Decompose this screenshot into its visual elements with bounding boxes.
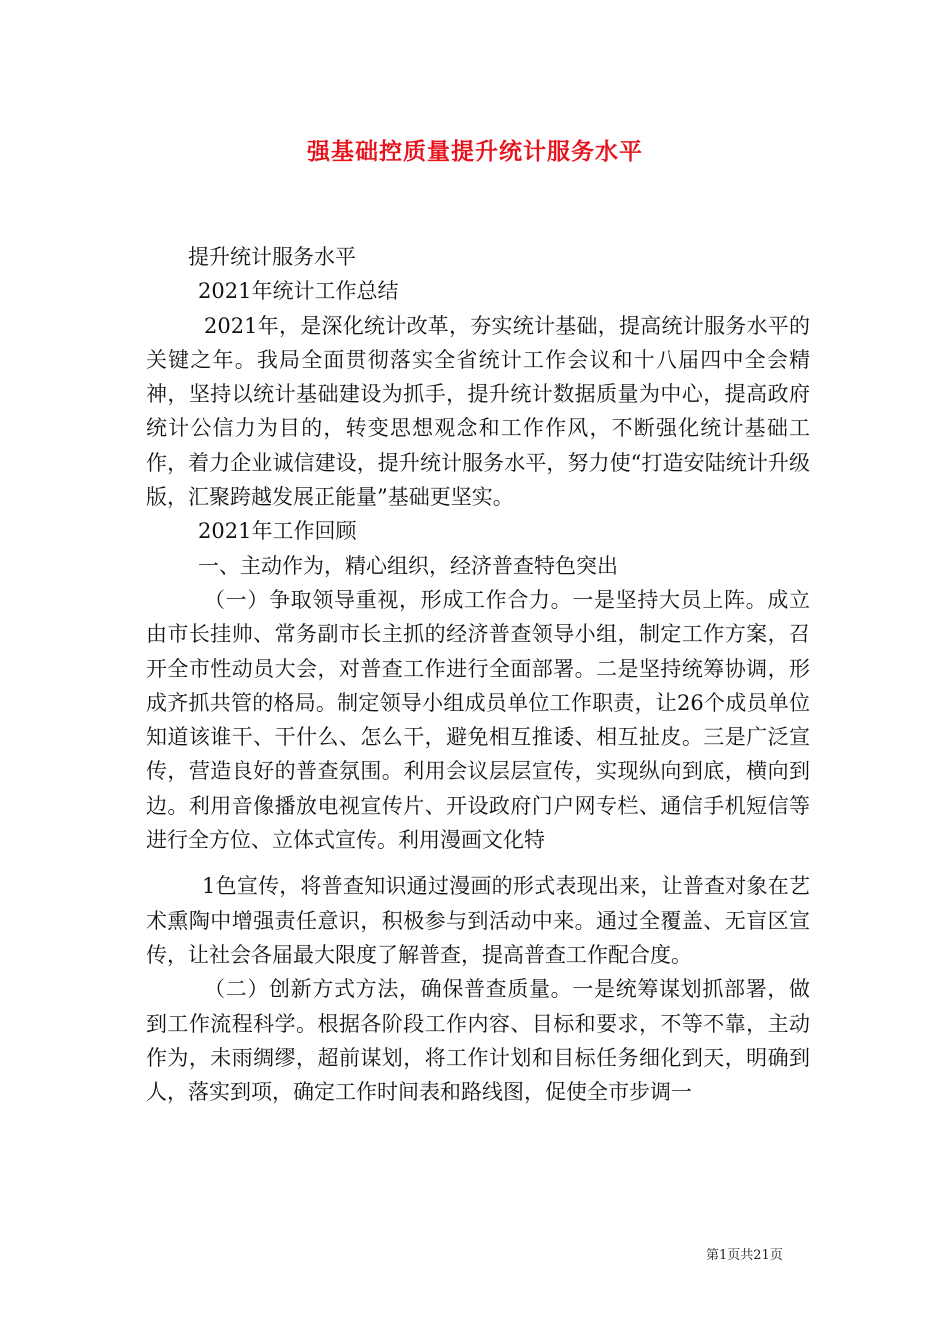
paragraph-leadership: （一）争取领导重视，形成工作合力。一是坚持大员上阵。成立由市长挂帅、常务副市长主抓的经济普查领导小组，制定工作方案，召开全市性动员大会，对普查工作进行全面部署。二是坚持统筹协调，形成齐抓共管的格局。制定领导小组成员单位工作职责，让26个成员单位知道该谁干、干什么、怎么干，避免相互推诿、相互扯皮。三是广泛宣传，营造良好的普查氛围。利用会议层层宣传，实现纵向到底，横向到边。利用音像播放电视宣传片、开设政府门户网专栏、通信手机短信等进行全方位、立体式宣传。利用漫画文化特	[146, 587, 810, 853]
page-number: 第1页共21页	[706, 1248, 783, 1263]
intro-paragraph: 2021年，是深化统计改革，夯实统计基础，提高统计服务水平的关键之年。我局全面贯彻落实全省统计工作会议和十八届四中全会精神，坚持以统计基础建设为抓手，提升统计数据质量为中心，提高政府统计公信力为目的，转变思想观念和工作作风，不断强化统计基础工作，着力企业诚信建设，提升统计服务水平，努力使“打造安陆统计升级版，汇聚跨越发展正能量”基础更坚实。	[146, 313, 810, 510]
document-body	[146, 240, 810, 1109]
document-title: 强基础控质量提升统计服务水平	[307, 138, 643, 165]
paragraph-methods: （二）创新方式方法，确保普查质量。一是统筹谋划抓部署，做到工作流程科学。根据各阶段工作内容、目标和要求，不等不靠，主动作为，未雨绸缪，超前谋划，将工作计划和目标任务细化到天，明确到人，落实到项，确定工作时间表和路线图，促使全市步调一	[146, 977, 810, 1105]
subtitle-line: 提升统计服务水平	[188, 245, 356, 269]
section-heading-1: 一、主动作为，精心组织，经济普查特色突出	[198, 553, 618, 578]
review-heading: 2021年工作回顾	[198, 519, 357, 544]
summary-heading: 2021年统计工作总结	[198, 279, 399, 304]
paragraph-publicity: 1色宣传，将普查知识通过漫画的形式表现出来，让普查对象在艺术熏陶中增强责任意识，积极参与到活动中来。通过全覆盖、无盲区宣传，让社会各届最大限度了解普查，提高普查工作配合度。	[146, 874, 810, 967]
paragraph-gap	[146, 857, 810, 869]
